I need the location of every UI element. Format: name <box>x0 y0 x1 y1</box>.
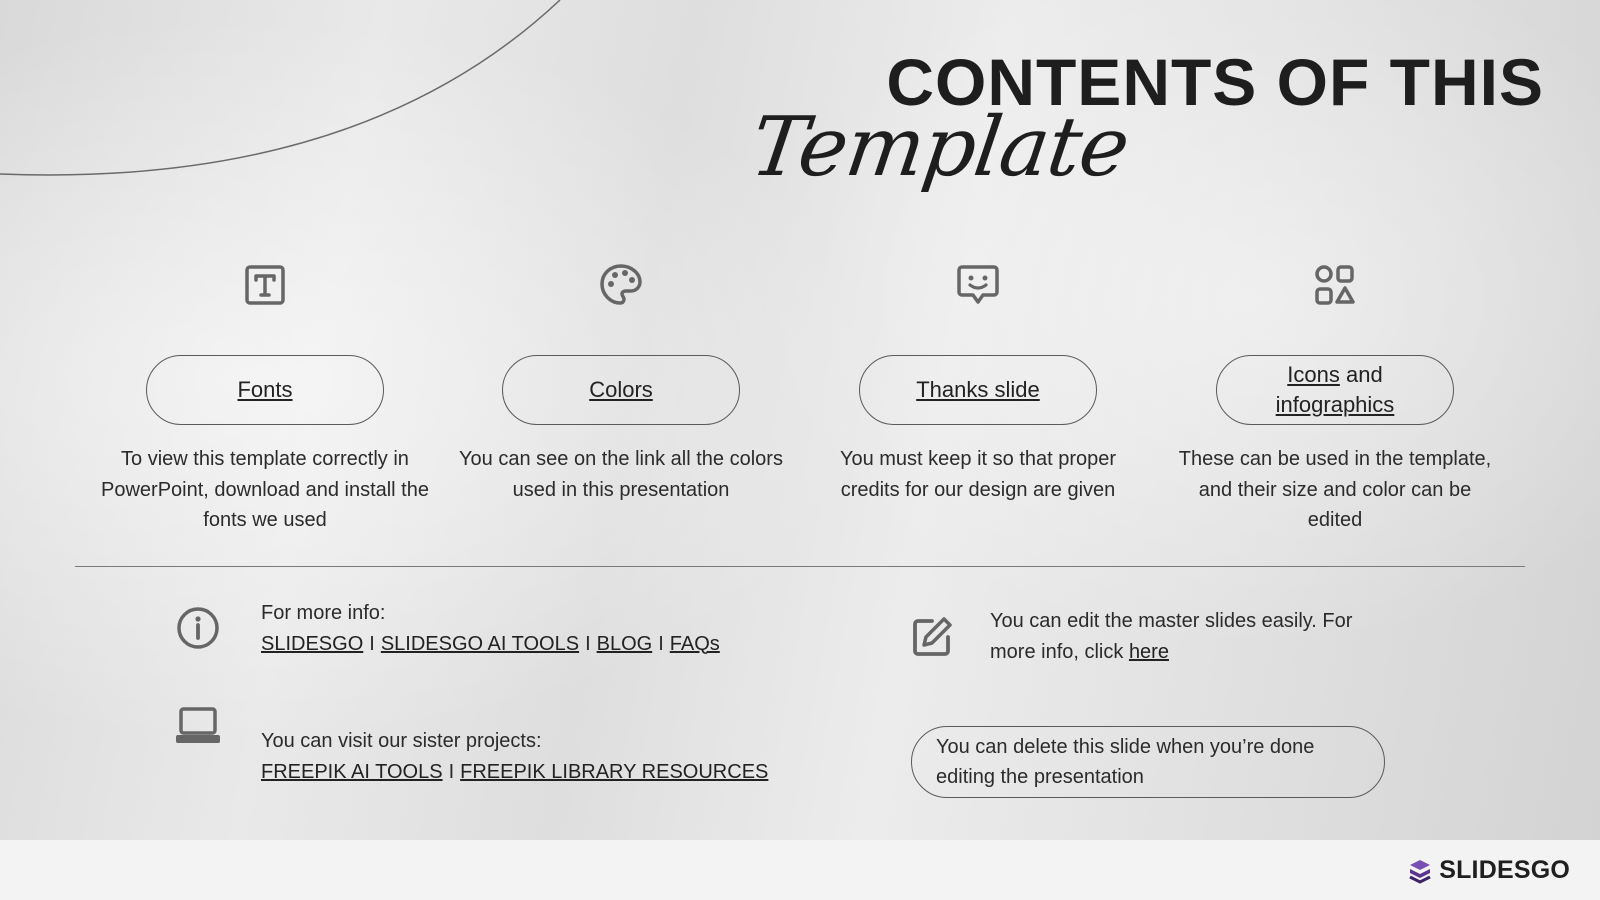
laptop-icon <box>175 706 221 746</box>
palette-icon <box>598 262 644 308</box>
sister-projects-links <box>261 757 768 788</box>
delete-note <box>911 726 1385 798</box>
decorative-arc <box>0 0 600 200</box>
separator: I <box>369 632 375 655</box>
column-icons <box>1170 262 1500 308</box>
column-thanks <box>813 262 1143 308</box>
column-fonts <box>100 262 430 308</box>
delete-note-line1: You can delete this slide when you’re done <box>936 736 1315 758</box>
icons-link[interactable]: Icons <box>1287 362 1340 387</box>
blog-link[interactable]: BLOG <box>596 632 653 655</box>
delete-note-line2: editing the presentation <box>936 766 1144 788</box>
shapes-icon <box>1312 262 1358 308</box>
infographics-link[interactable]: infographics <box>1275 392 1395 417</box>
fonts-button[interactable] <box>146 355 384 425</box>
faqs-link[interactable]: FAQs <box>669 632 720 655</box>
master-slides-block <box>990 606 1352 667</box>
thanks-slide-link[interactable]: Thanks slide <box>916 377 1040 402</box>
text-box-icon <box>242 262 288 308</box>
more-info-links <box>261 629 720 660</box>
info-circle-icon <box>176 606 220 650</box>
fonts-description: To view this template correctly in PowerPoint, download and install the fonts we used <box>101 448 429 531</box>
and-text: and <box>1339 362 1383 387</box>
master-slides-line1: You can edit the master slides easily. For <box>990 610 1353 632</box>
slidesgo-ai-tools-link[interactable]: SLIDESGO AI TOOLS <box>380 632 580 655</box>
colors-link[interactable]: Colors <box>589 377 653 402</box>
here-link[interactable]: here <box>1128 640 1169 663</box>
separator: I <box>585 632 591 655</box>
thanks-description: You must keep it so that proper credits for our design are given <box>839 448 1117 501</box>
edit-icon <box>910 615 954 659</box>
icons-description: These can be used in the template, and their size and color can be edited <box>1178 448 1492 531</box>
page-title: CONTENTS OF THIS <box>886 45 1544 119</box>
separator: I <box>448 760 455 783</box>
smile-chat-icon <box>955 262 1001 308</box>
more-info-heading: For more info: <box>261 602 386 624</box>
page-title-script: Template <box>745 100 1135 195</box>
sister-projects-heading: You can visit our sister projects: <box>261 730 542 752</box>
separator: I <box>658 632 664 655</box>
freepik-library-resources-link[interactable]: FREEPIK LIBRARY RESOURCES <box>460 760 769 783</box>
more-info-block <box>261 598 720 659</box>
footer <box>0 840 1600 900</box>
freepik-ai-tools-link[interactable]: FREEPIK AI TOOLS <box>261 760 443 783</box>
thanks-slide-button[interactable] <box>859 355 1097 425</box>
fonts-link[interactable]: Fonts <box>237 377 293 402</box>
master-slides-line2: more info, click <box>990 640 1129 663</box>
slidesgo-brand-text: SLIDESGO <box>1439 856 1570 884</box>
slidesgo-link[interactable]: SLIDESGO <box>261 632 364 655</box>
slidesgo-logo-icon <box>1407 858 1433 884</box>
icons-infographics-button[interactable] <box>1216 355 1454 425</box>
slidesgo-brand[interactable] <box>1407 856 1570 885</box>
divider <box>75 566 1525 567</box>
colors-description: You can see on the link all the colors used in this presentation <box>459 448 783 501</box>
sister-projects-block <box>261 726 768 787</box>
column-colors <box>456 262 786 308</box>
colors-button[interactable] <box>502 355 740 425</box>
